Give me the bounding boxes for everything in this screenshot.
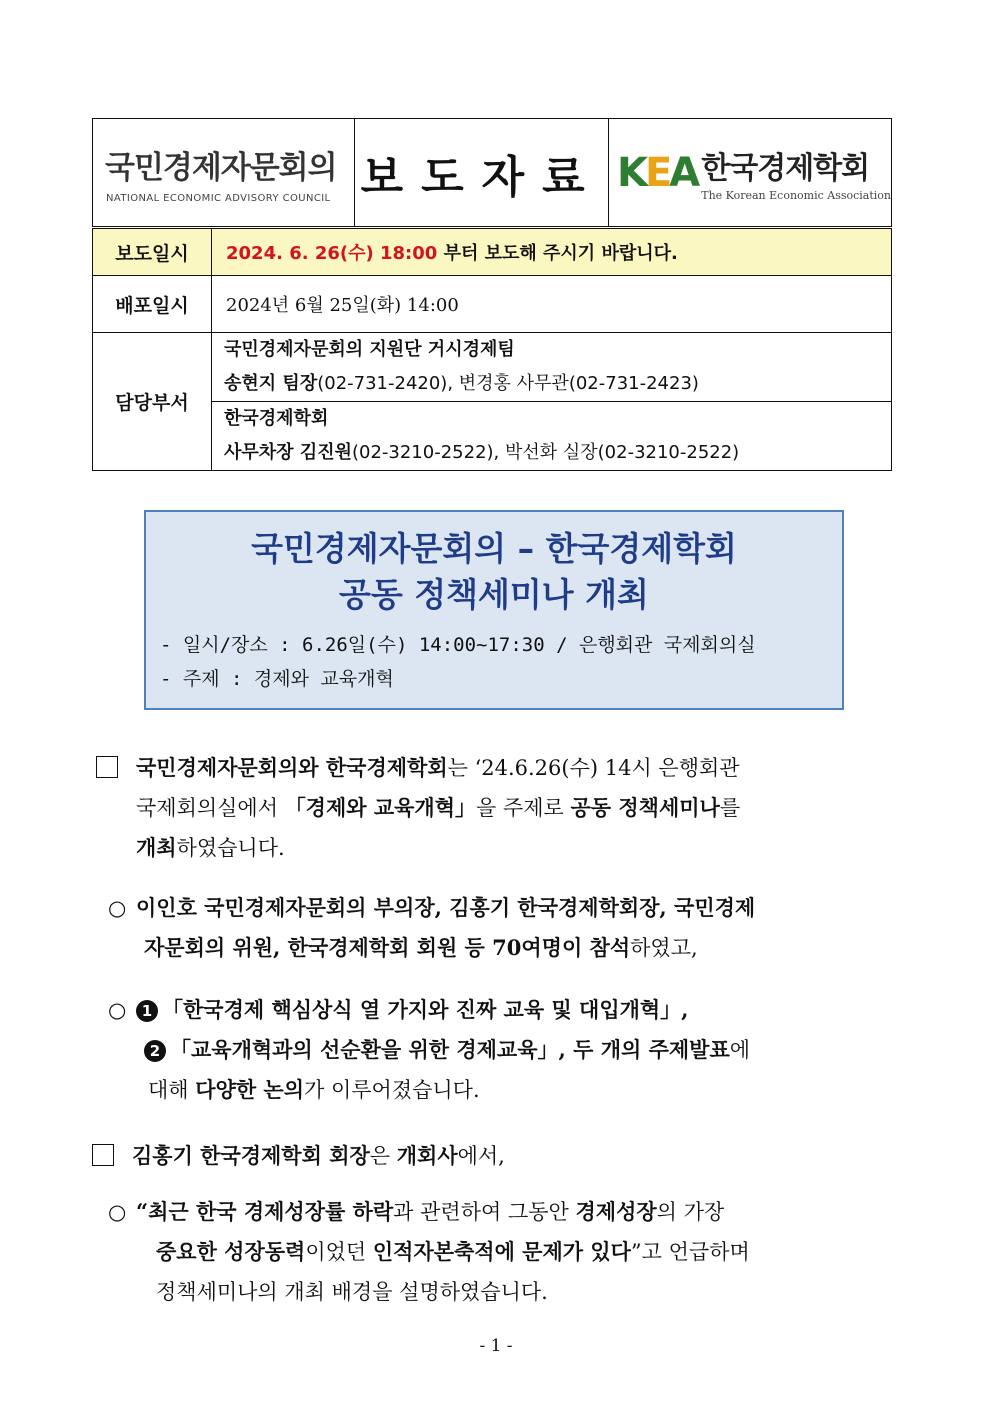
kea-logo-cell — [608, 119, 891, 227]
circle-bullet-icon: ○ — [108, 1200, 127, 1224]
bullet-2-line3: 대해 다양한 논의가 이루어졌습니다. — [148, 1077, 480, 1102]
distribution-date-value: 2024년 6월 25일(화) 14:00 — [212, 276, 892, 333]
circle-bullet-icon: ○ — [108, 895, 127, 920]
checkbox-bullet-icon — [96, 756, 118, 778]
dept-kea-org: 한국경제학회 — [224, 408, 329, 429]
paragraph-1-line1: 국민경제자문회의와 한국경제학회는 ‘24.6.26(수) 14시 은행회관 — [96, 748, 740, 788]
dept-label: 담당부서 — [93, 333, 212, 471]
circle-bullet-icon: ○ — [108, 997, 127, 1022]
dept-nac-org: 국민경제자문회의 지원단 거시경제팀 — [224, 339, 515, 360]
release-date-value: 2024. 6. 26(수) 18:00 부터 보도해 주시기 바랍니다. — [212, 229, 892, 276]
kea-logo-english: The Korean Economic Association — [701, 189, 891, 202]
dept-kea-contact: 사무차장 김진원(02-3210-2522), 박선화 실장(02-3210-2522) — [224, 442, 740, 463]
bullet-3-line1: ○ “최근 한국 경제성장률 하락과 관련하여 그동안 경제성장의 가장 — [108, 1192, 724, 1232]
dept-nac-contact: 송현지 팀장(02-731-2420), 변경홍 사무관(02-731-2423) — [224, 373, 699, 394]
paragraph-1-line3: 개최하였습니다. — [136, 835, 285, 860]
dept-nac — [212, 333, 892, 402]
release-info-table — [92, 228, 892, 471]
kea-logo-mark: KEA — [616, 149, 698, 196]
bullet-1-line1: ○ 이인호 국민경제자문회의 부의장, 김홍기 한국경제학회장, 국민경제 — [108, 888, 755, 928]
distribution-date-label: 배포일시 — [93, 276, 212, 333]
headline-box — [144, 510, 844, 710]
dept-kea — [212, 402, 892, 471]
bullet-3-line3: 정책세미나의 개최 배경을 설명하였습니다. — [156, 1280, 548, 1304]
paragraph-2: 김홍기 한국경제학회 회장은 개회사에서, — [92, 1136, 505, 1176]
bullet-1-line2: 자문회의 위원, 한국경제학회 회원 등 70여명이 참석하였고, — [144, 935, 698, 960]
seminar-schedule: - 일시/장소 : 6.26일(수) 14:00~17:30 / 은행회관 국제회의실 — [160, 634, 756, 656]
doc-type-title: 보도자료 — [355, 119, 609, 227]
kea-logo-name: 한국경제학회 — [701, 151, 870, 186]
seminar-topic: - 주제 : 경제와 교육개혁 — [160, 668, 394, 690]
paragraph-1-line2: 국제회의실에서 「경제와 교육개혁」을 주제로 공동 정책세미나를 — [136, 795, 741, 820]
nac-logo-cell — [93, 119, 355, 227]
page-number: - 1 - — [479, 1336, 513, 1356]
number-1-icon: 1 — [136, 1000, 158, 1022]
bullet-2-line2: 2 「교육개혁과의 선순환을 위한 경제교육」, 두 개의 주제발표에 — [144, 1030, 750, 1070]
release-date-label: 보도일시 — [93, 229, 212, 276]
bullet-3-line2: 중요한 성장동력이었던 인적자본축적에 문제가 있다”고 언급하며 — [156, 1239, 750, 1264]
checkbox-bullet-icon — [92, 1144, 114, 1166]
press-header-table — [92, 118, 892, 227]
nac-logo-english: NATIONAL ECONOMIC ADVISORY COUNCIL — [106, 192, 331, 204]
number-2-icon: 2 — [144, 1040, 166, 1062]
nac-logo: 국민경제자문회의 — [105, 149, 337, 186]
bullet-2-line1: ○ 1 「한국경제 핵심상식 열 가지와 진짜 교육 및 대입개혁」, — [108, 990, 689, 1030]
headline-line2: 공동 정책세미나 개최 — [339, 575, 649, 614]
headline-line1: 국민경제자문회의 – 한국경제학회 — [251, 529, 737, 568]
